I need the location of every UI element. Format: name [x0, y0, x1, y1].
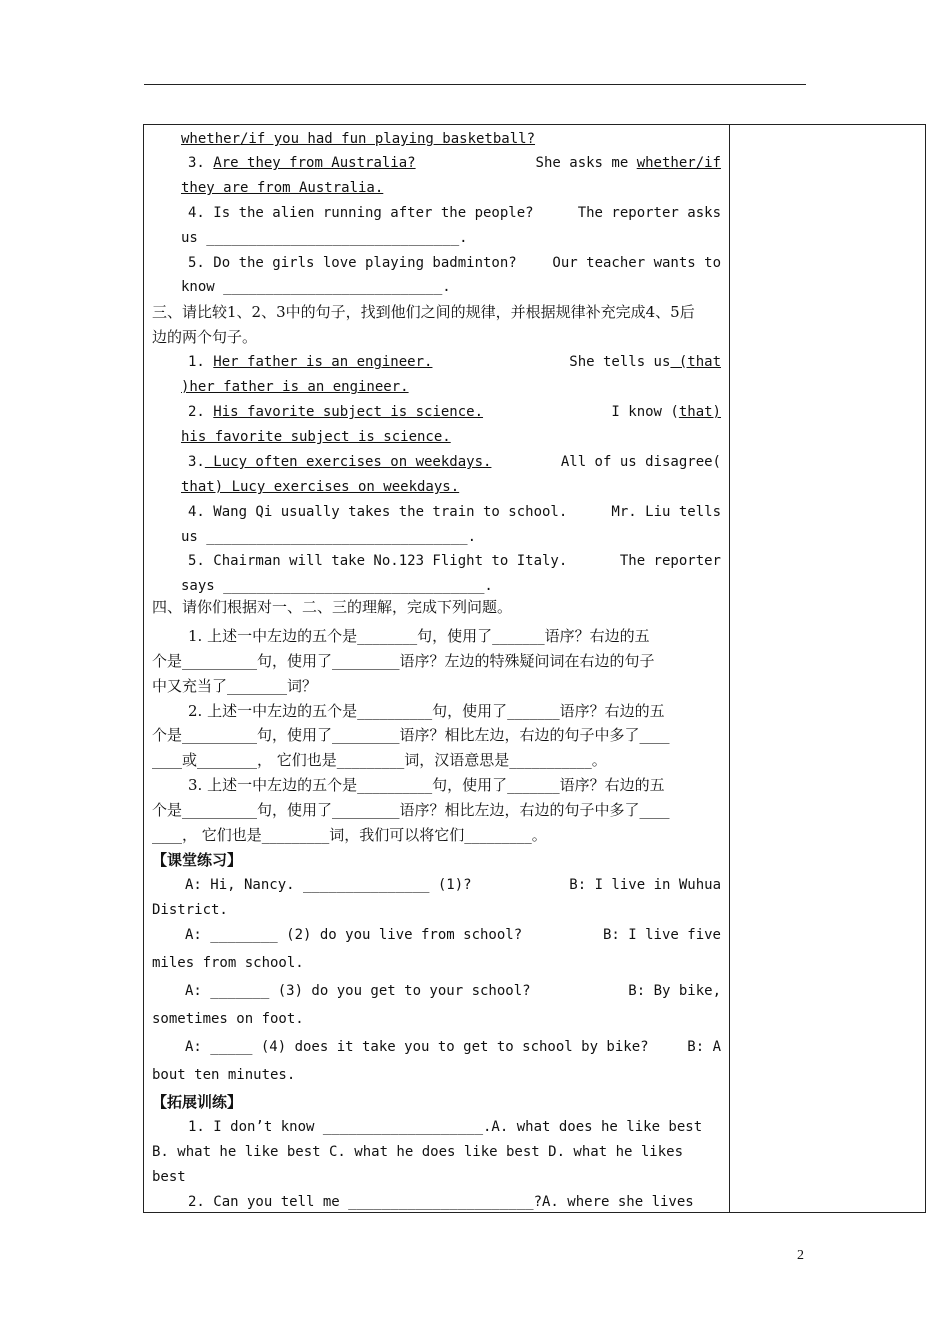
s3-item3: 3. Lucy often exercises on weekdays. All of us disagree(: [188, 454, 721, 470]
s4-q3-line2: 个是__________句，使用了_________语序？相比左边，右边的句子中多了____: [152, 801, 670, 819]
s3-title-line2: 边的两个句子。: [152, 328, 258, 346]
s4-q2-line3: ____或________， 它们也是_________词，汉语意思是___________。: [152, 751, 607, 769]
practice-dialog-1-cont: District.: [152, 902, 228, 918]
practice-dialog-1: A: Hi, Nancy. _______________ (1)? B: I live in Wuhua: [185, 877, 721, 893]
extension-q1-options: B. what he like best C. what he does like best D. what he likes: [152, 1144, 684, 1160]
s2-item4: 4. Is the alien running after the people? The reporter asks: [188, 205, 721, 221]
s4-q1-line2: 个是__________句，使用了_________语序？左边的特殊疑问词在右边的句子: [152, 652, 655, 670]
s4-q3-line1: 3. 上述一中左边的五个是__________句，使用了_______语序？右边的五: [188, 776, 665, 794]
s4-q1-line3: 中又充当了________词？: [152, 677, 318, 695]
practice-dialog-2-cont: miles from school.: [152, 955, 304, 971]
extension-q2: 2. Can you tell me ______________________?A. where she lives: [188, 1194, 694, 1210]
practice-dialog-3-cont: sometimes on foot.: [152, 1011, 304, 1027]
s4-title: 四、请你们根据对一、二、三的理解，完成下列问题。: [152, 598, 513, 616]
page-number: 2: [797, 1248, 804, 1263]
s2-line0: whether/if you had fun playing basketball?: [181, 131, 536, 147]
s3-item1-answer: )her father is an engineer.: [181, 379, 409, 395]
practice-dialog-3: A: _______ (3) do you get to your school? B: By bike,: [185, 983, 721, 999]
s3-item5: 5. Chairman will take No.123 Flight to Italy. The reporter: [188, 553, 721, 569]
s3-item5-blank: says _______________________________.: [181, 578, 493, 594]
extension-heading: 【拓展训练】: [152, 1093, 243, 1111]
s3-item2-answer: his favorite subject is science.: [181, 429, 451, 445]
s3-item1: 1. Her father is an engineer. She tells us (that: [188, 354, 721, 370]
s2-item5-blank: know __________________________.: [181, 279, 451, 295]
extension-q1-options-cont: best: [152, 1169, 186, 1185]
worksheet-table-notes-cell: [729, 124, 926, 1213]
practice-dialog-4: A: _____ (4) does it take you to get to school by bike? B: A: [185, 1039, 721, 1055]
s3-title-line1: 三、请比较1、2、3中的句子，找到他们之间的规律，并根据规律补充完成4、5后: [152, 303, 695, 321]
practice-dialog-2: A: ________ (2) do you live from school? B: I live five: [185, 927, 721, 943]
s4-q1-line1: 1. 上述一中左边的五个是________句，使用了_______语序？右边的五: [188, 627, 650, 645]
practice-dialog-4-cont: bout ten minutes.: [152, 1067, 296, 1083]
s4-q2-line1: 2. 上述一中左边的五个是__________句，使用了_______语序？右边的五: [188, 702, 665, 720]
s3-item4: 4. Wang Qi usually takes the train to school. Mr. Liu tells: [188, 504, 721, 520]
practice-heading: 【课堂练习】: [152, 851, 243, 869]
s2-item3-answer: they are from Australia.: [181, 180, 384, 196]
s3-item2: 2. His favorite subject is science. I know (that): [188, 404, 721, 420]
header-rule: [144, 84, 806, 85]
s3-item3-answer: that) Lucy exercises on weekdays.: [181, 479, 460, 495]
s4-q3-line3: ____， 它们也是_________词，我们可以将它们_________。: [152, 826, 547, 844]
extension-q1: 1. I don’t know ___________________.A. what does he like best: [188, 1119, 703, 1135]
s2-item4-blank: us ______________________________.: [181, 230, 468, 246]
s2-item5: 5. Do the girls love playing badminton? Our teacher wants to: [188, 255, 721, 271]
s2-item3: 3. Are they from Australia? She asks me whether/if: [188, 155, 721, 171]
s4-q2-line2: 个是__________句，使用了_________语序？相比左边，右边的句子中多了____: [152, 726, 670, 744]
s3-item4-blank: us _______________________________.: [181, 529, 477, 545]
